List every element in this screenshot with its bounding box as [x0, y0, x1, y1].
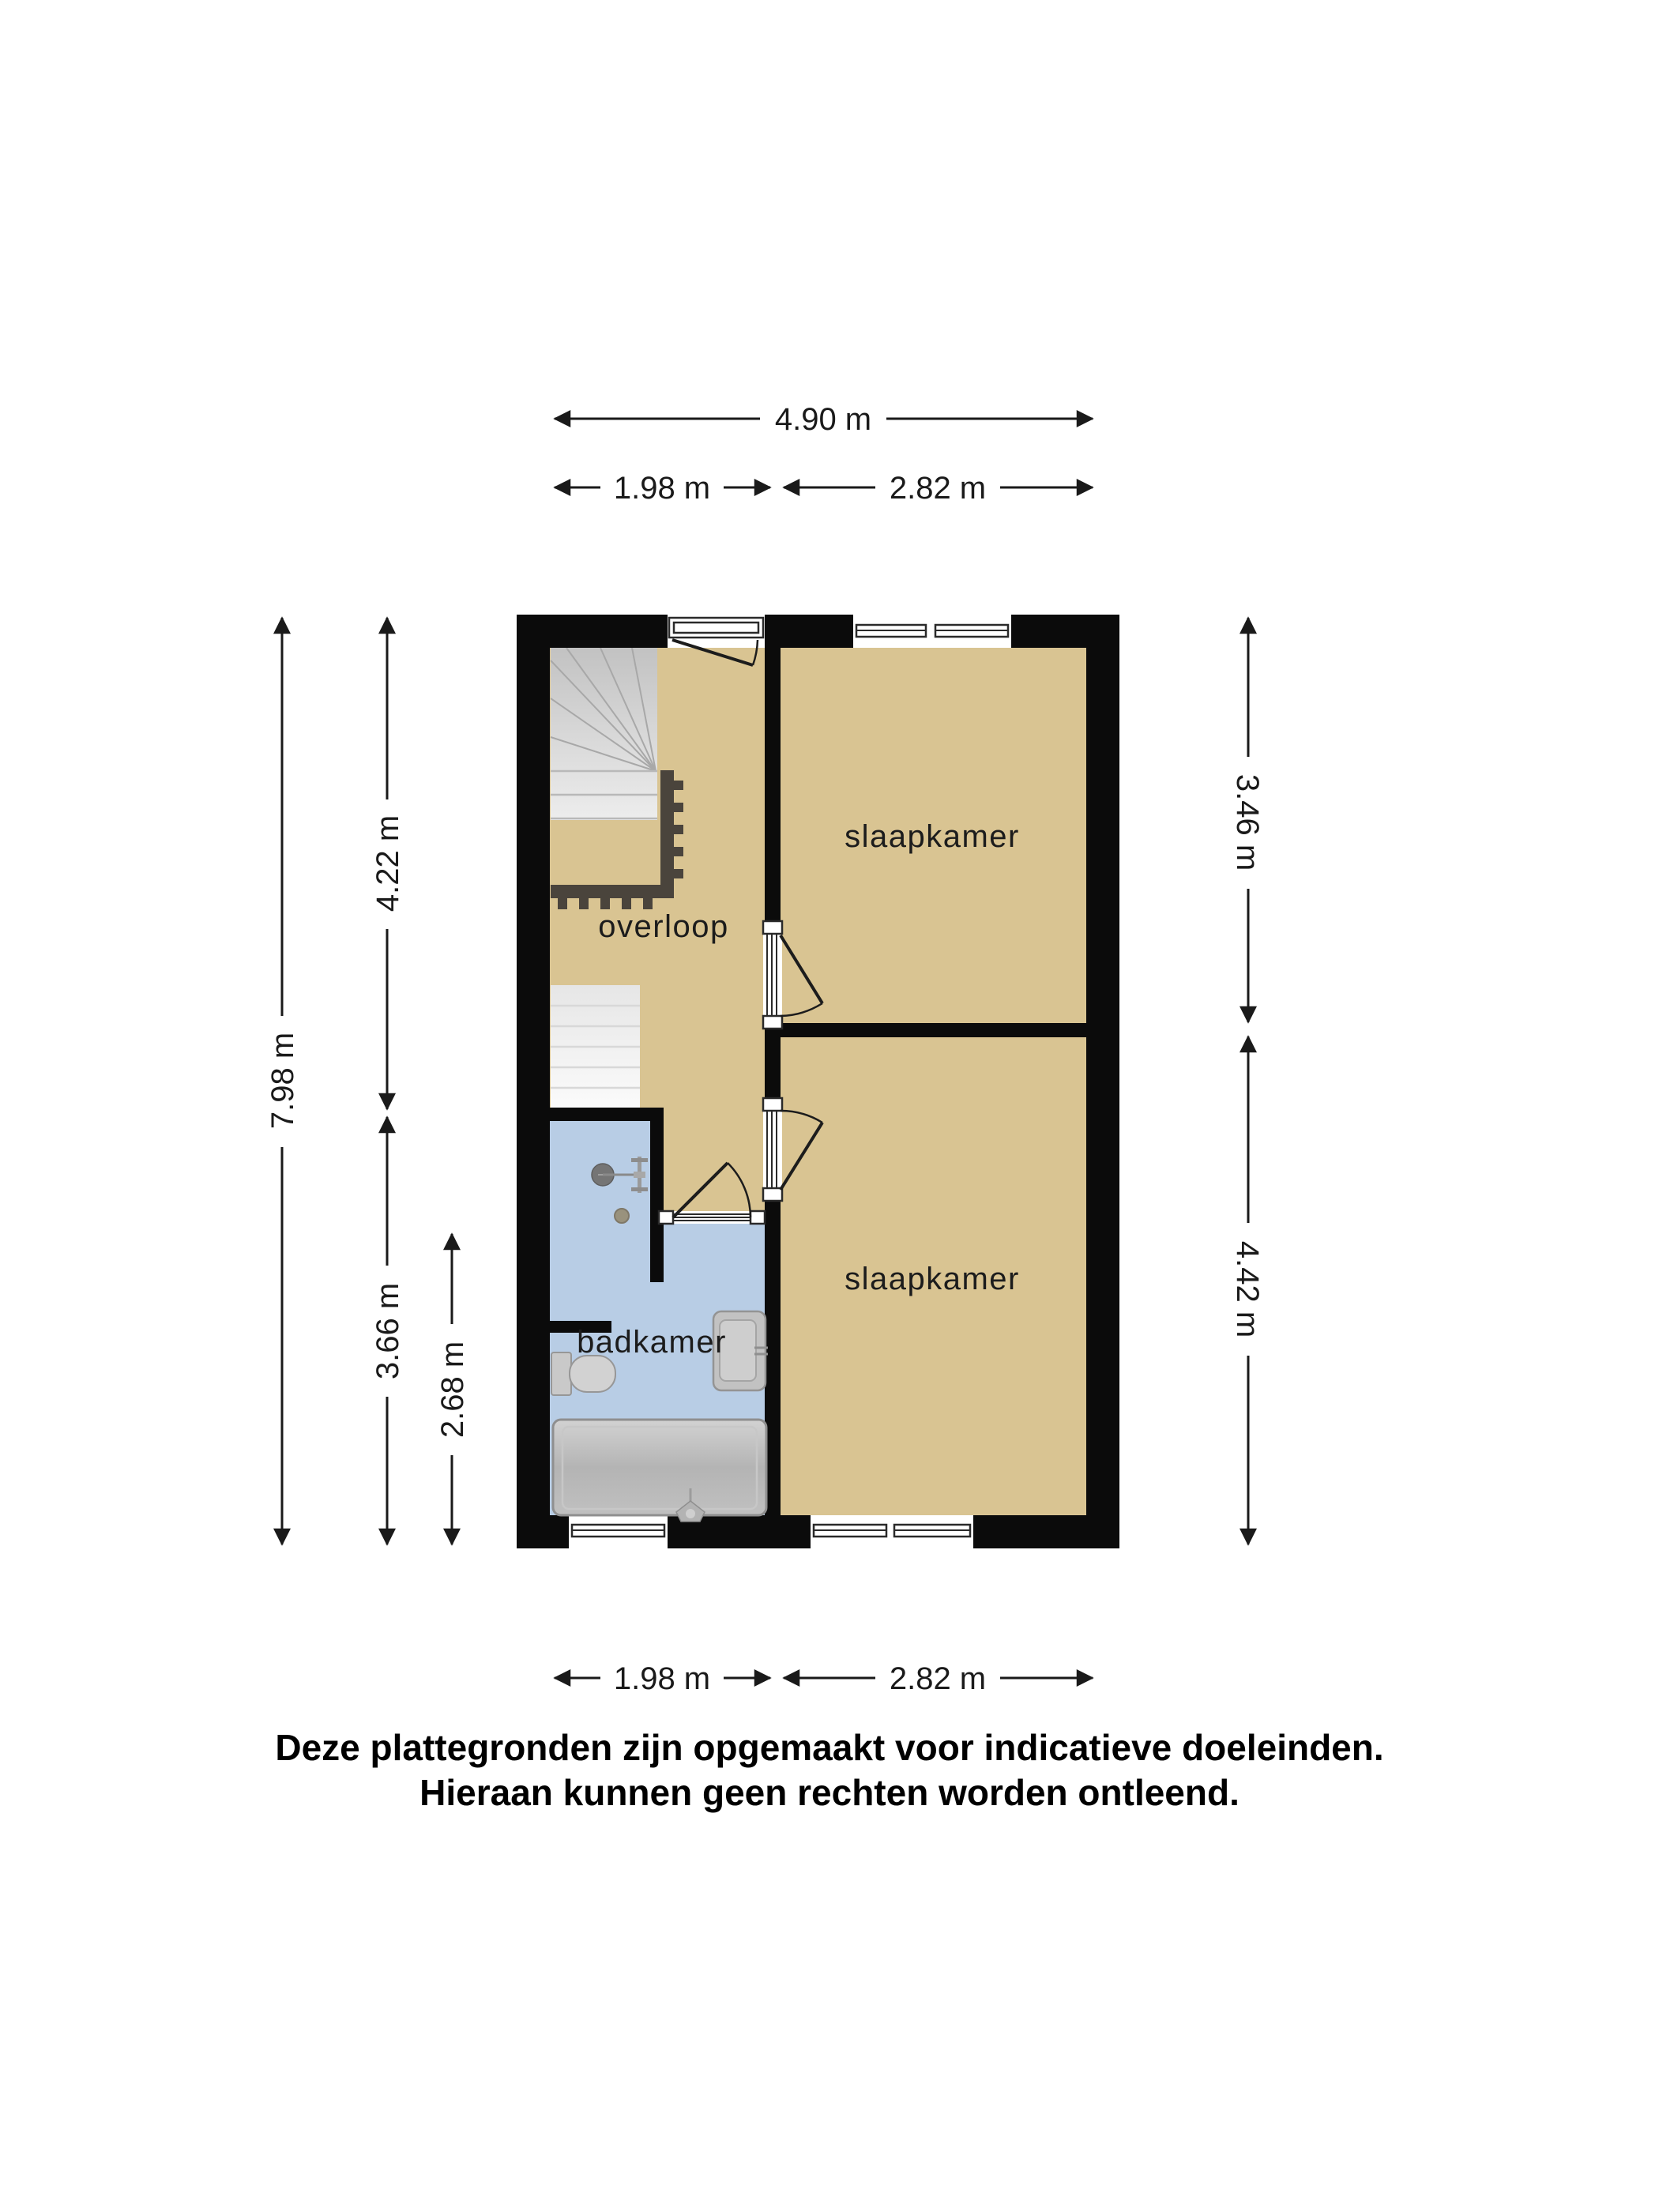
- svg-text:2.82 m: 2.82 m: [889, 1661, 987, 1696]
- label-badkamer: badkamer: [577, 1325, 727, 1360]
- disclaimer-line-2: Hieraan kunnen geen rechten worden ontleend.: [419, 1772, 1240, 1813]
- dimension-height-upper-left: [371, 618, 405, 1109]
- wall-top: [517, 615, 1119, 648]
- floor-drain-icon: [615, 1209, 629, 1223]
- wall-interior-vertical-1: [765, 648, 781, 921]
- dimension-height-bedroom2: [1230, 1036, 1265, 1544]
- dimension-height-bathroom: [435, 1234, 470, 1544]
- svg-text:3.66 m: 3.66 m: [371, 1282, 405, 1380]
- wall-interior-vertical-2: [765, 1029, 781, 1098]
- dimension-width-right-top: [784, 471, 1093, 506]
- dimension-height-bedroom1: [1230, 618, 1265, 1022]
- wall-left: [517, 615, 550, 1548]
- bathtub-icon: [553, 1420, 766, 1522]
- label-slaapkamer-2: slaapkamer: [845, 1262, 1020, 1296]
- disclaimer: [275, 1727, 1383, 1813]
- svg-text:2.68 m: 2.68 m: [435, 1341, 470, 1439]
- label-slaapkamer-1: slaapkamer: [845, 819, 1020, 854]
- svg-text:1.98 m: 1.98 m: [613, 471, 711, 506]
- svg-text:4.42 m: 4.42 m: [1230, 1240, 1265, 1338]
- svg-text:2.82 m: 2.82 m: [889, 471, 987, 506]
- dimension-height-total: [265, 618, 300, 1544]
- svg-text:7.98 m: 7.98 m: [265, 1032, 300, 1130]
- svg-text:4.90 m: 4.90 m: [774, 402, 872, 437]
- disclaimer-line-1: Deze plattegronden zijn opgemaakt voor indicatieve doeleinden.: [275, 1727, 1384, 1768]
- wall-bedroom-divider: [781, 1023, 1086, 1037]
- svg-text:1.98 m: 1.98 m: [613, 1661, 711, 1696]
- dimension-width-left-top: [555, 471, 770, 506]
- svg-text:4.22 m: 4.22 m: [371, 814, 405, 912]
- window-badkamer: [572, 1525, 664, 1537]
- dimension-width-total: [555, 402, 1093, 437]
- wall-right: [1086, 615, 1119, 1548]
- wall-badkamer-side: [650, 1121, 664, 1282]
- stairs-up-icon: [551, 648, 657, 820]
- svg-text:3.46 m: 3.46 m: [1230, 773, 1265, 871]
- dimension-height-lower-left: [371, 1117, 405, 1544]
- dimension-width-left-bottom: [555, 1661, 770, 1696]
- dimension-width-right-bottom: [784, 1661, 1093, 1696]
- label-overloop: overloop: [598, 909, 729, 944]
- stairs-down-icon: [551, 985, 640, 1108]
- wall-badkamer-top: [550, 1108, 664, 1121]
